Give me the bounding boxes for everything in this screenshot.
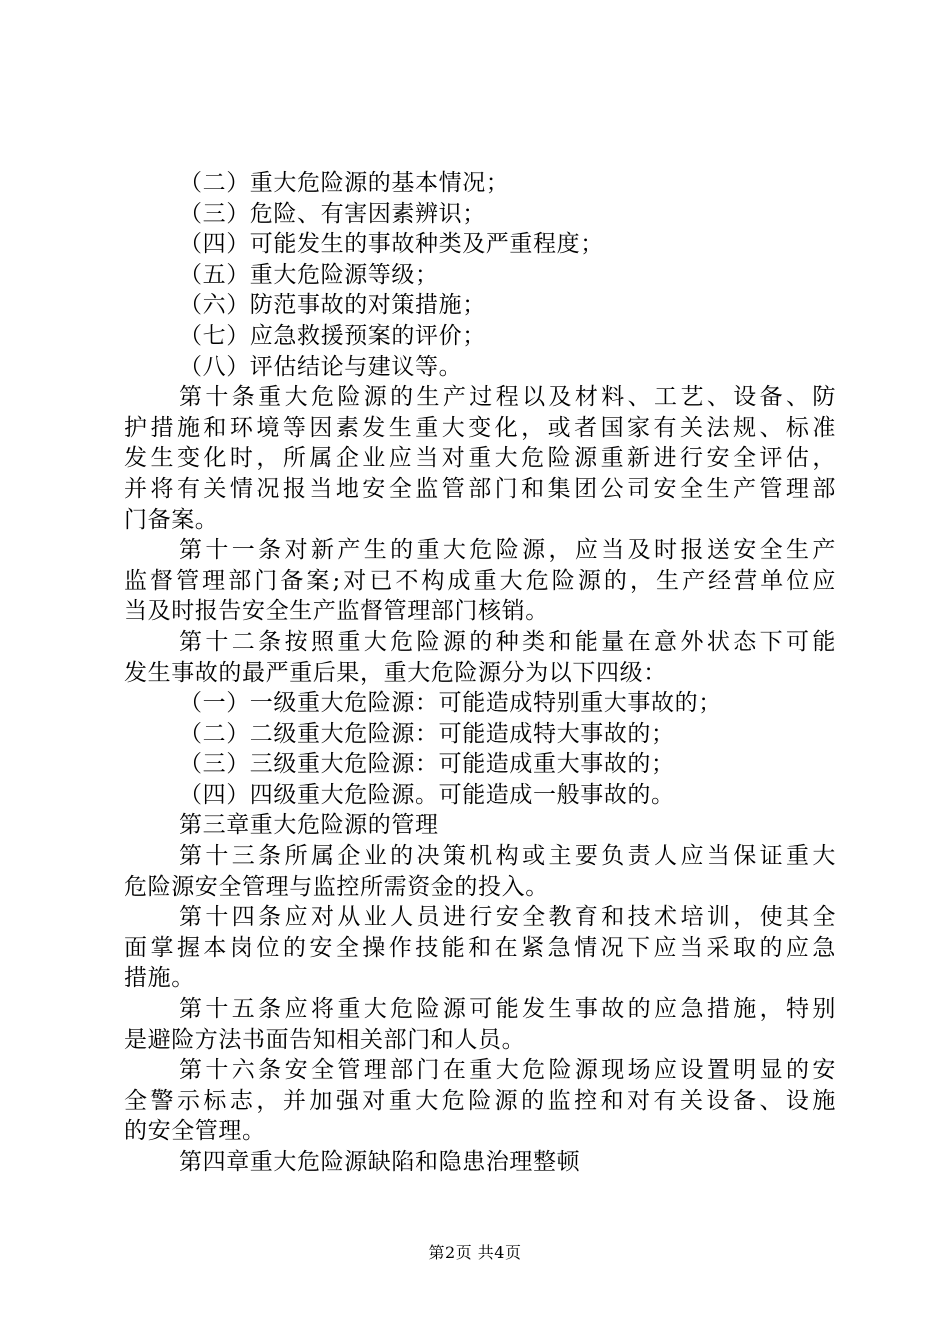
text-line: （五）重大危险源等级； (179, 261, 439, 288)
text-line: 发生变化时，所属企业应当对重大危险源重新进行安全评估， (124, 445, 836, 472)
text-line: 危险源安全管理与监控所需资金的投入。 (124, 873, 549, 900)
text-line: 当及时报告安全生产监督管理部门核销。 (124, 598, 549, 625)
page-number-label: 第2页 共4页 (428, 1243, 522, 1262)
text-line: 护措施和环境等因素发生重大变化，或者国家有关法规、标准 (124, 414, 836, 441)
text-line: 发生事故的最严重后果，重大危险源分为以下四级： (124, 659, 667, 686)
text-line: （二）二级重大危险源：可能造成特大事故的； (179, 720, 675, 747)
text-line: 面掌握本岗位的安全操作技能和在紧急情况下应当采取的应急 (124, 934, 836, 961)
text-line: （六）防范事故的对策措施； (179, 292, 486, 319)
text-line: 第十一条对新产生的重大危险源，应当及时报送安全生产 (179, 537, 836, 564)
text-line: （八）评估结论与建议等。 (179, 353, 463, 380)
text-line: （一）一级重大危险源：可能造成特别重大事故的； (179, 690, 722, 717)
text-line: 措施。 (124, 965, 195, 992)
text-line: （四）可能发生的事故种类及严重程度； (179, 231, 604, 258)
text-line: （七）应急救援预案的评价； (179, 322, 486, 349)
page-footer (0, 1240, 950, 1263)
text-line: 第十五条应将重大危险源可能发生事故的应急措施，特别 (179, 996, 836, 1023)
text-line: 全警示标志，并加强对重大危险源的监控和对有关设备、设施 (124, 1087, 836, 1114)
text-line: 第四章重大危险源缺陷和隐患治理整顿 (179, 1149, 581, 1175)
text-line: 门备案。 (124, 506, 219, 533)
text-line: 第十六条安全管理部门在重大危险源现场应设置明显的安 (179, 1057, 836, 1084)
text-line: （二）重大危险源的基本情况； (179, 170, 510, 196)
text-line: 第十三条所属企业的决策机构或主要负责人应当保证重大 (179, 843, 836, 870)
text-line: （四）四级重大危险源。可能造成一般事故的。 (179, 781, 675, 808)
text-line: 第十四条应对从业人员进行安全教育和技术培训，使其全 (179, 904, 836, 931)
text-line: 是避险方法书面告知相关部门和人员。 (124, 1026, 526, 1053)
text-line: 并将有关情况报当地安全监管部门和集团公司安全生产管理部 (124, 475, 836, 502)
text-line: （三）三级重大危险源：可能造成重大事故的； (179, 751, 675, 778)
text-line: 的安全管理。 (124, 1118, 266, 1145)
text-line: 第十二条按照重大危险源的种类和能量在意外状态下可能 (179, 628, 836, 655)
text-line: 第三章重大危险源的管理 (179, 812, 439, 839)
document-body (124, 168, 836, 1178)
text-line: 第十条重大危险源的生产过程以及材料、工艺、设备、防 (179, 384, 836, 411)
text-line: 监督管理部门备案;对已不构成重大危险源的，生产经营单位应 (124, 567, 836, 594)
text-line: （三）危险、有害因素辨识； (179, 200, 486, 227)
